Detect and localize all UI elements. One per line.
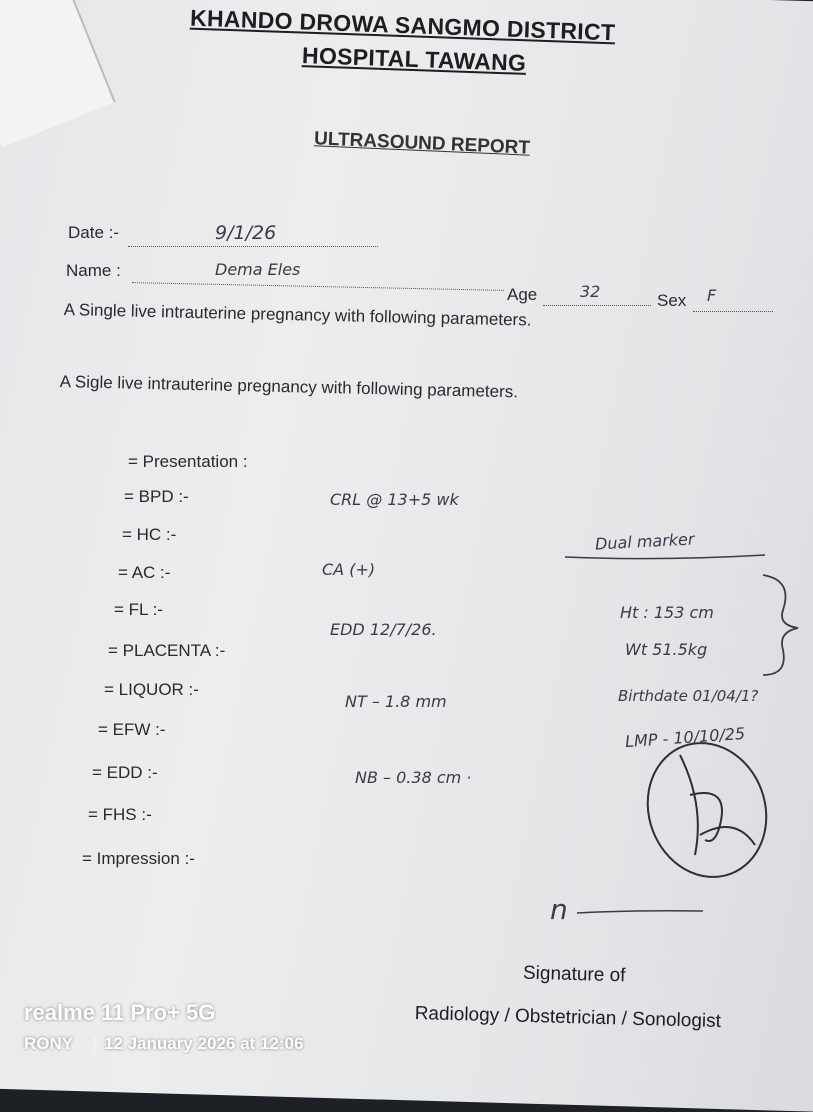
param-impression: = Impression :- [82, 849, 195, 868]
date-value: 9/1/26 [215, 222, 277, 244]
signature-label: Signature of [522, 962, 626, 987]
sex-value: F [707, 286, 717, 305]
datetime-watermark: 12 January 2026 at 12:06 [104, 1034, 304, 1053]
watermark-divider [94, 1036, 95, 1054]
param-efw: = EFW :- [98, 720, 166, 739]
hospital-name-line2: HOSPITAL TAWANG [301, 42, 527, 76]
param-presentation: = Presentation : [128, 452, 248, 471]
note-crl: CRL @ 13+5 wk [330, 490, 459, 509]
dual-marker-underline [560, 545, 770, 565]
note-height: Ht : 153 cm [620, 603, 714, 622]
param-hc: = HC :- [122, 525, 177, 544]
sex-dots [693, 297, 773, 317]
sex-label: Sex [657, 291, 687, 310]
curly-brace [758, 570, 808, 680]
intro-line-2: A Sigle live intrauterine pregnancy with following parameters. [59, 372, 519, 402]
note-edd: EDD 12/7/26. [330, 620, 437, 639]
hospital-name-line1: KHANDO DROWA SANGMO DISTRICT [189, 4, 616, 46]
age-label: Age [507, 285, 538, 304]
note-birthdate: Birthdate 01/04/1? [618, 687, 759, 705]
report-title: ULTRASOUND REPORT [313, 128, 531, 159]
name-label: Name : [66, 261, 121, 280]
signature-line [575, 905, 705, 917]
param-liquor: = LIQUOR :- [104, 680, 199, 699]
param-bpd: = BPD :- [124, 487, 189, 506]
device-watermark: realme 11 Pro+ 5G [24, 1000, 216, 1025]
name-value: Dema Eles [215, 260, 301, 279]
handwritten-signature [645, 735, 775, 885]
note-weight: Wt 51.5kg [625, 640, 708, 659]
note-nb: NB – 0.38 cm · [355, 768, 472, 787]
note-nt: NT – 1.8 mm [345, 692, 447, 711]
owner-watermark: RONY [24, 1034, 74, 1053]
signature-mark: n [550, 893, 568, 926]
note-dual-marker: Dual marker [594, 529, 695, 554]
param-fl: = FL :- [114, 600, 163, 619]
note-ca: CA (+) [322, 560, 376, 579]
note-lmp: LMP - 10/10/25 [624, 723, 746, 752]
date-label: Date :- [68, 223, 120, 242]
age-value: 32 [580, 282, 601, 301]
param-edd: = EDD :- [92, 763, 158, 782]
param-ac: = AC :- [118, 563, 171, 582]
signature-role: Radiology / Obstetrician / Sonologist [414, 1003, 722, 1033]
param-placenta: = PLACENTA :- [108, 641, 226, 660]
param-fhs: = FHS :- [88, 805, 152, 824]
intro-line-1: A Single live intrauterine pregnancy with following parameters. [63, 300, 532, 330]
